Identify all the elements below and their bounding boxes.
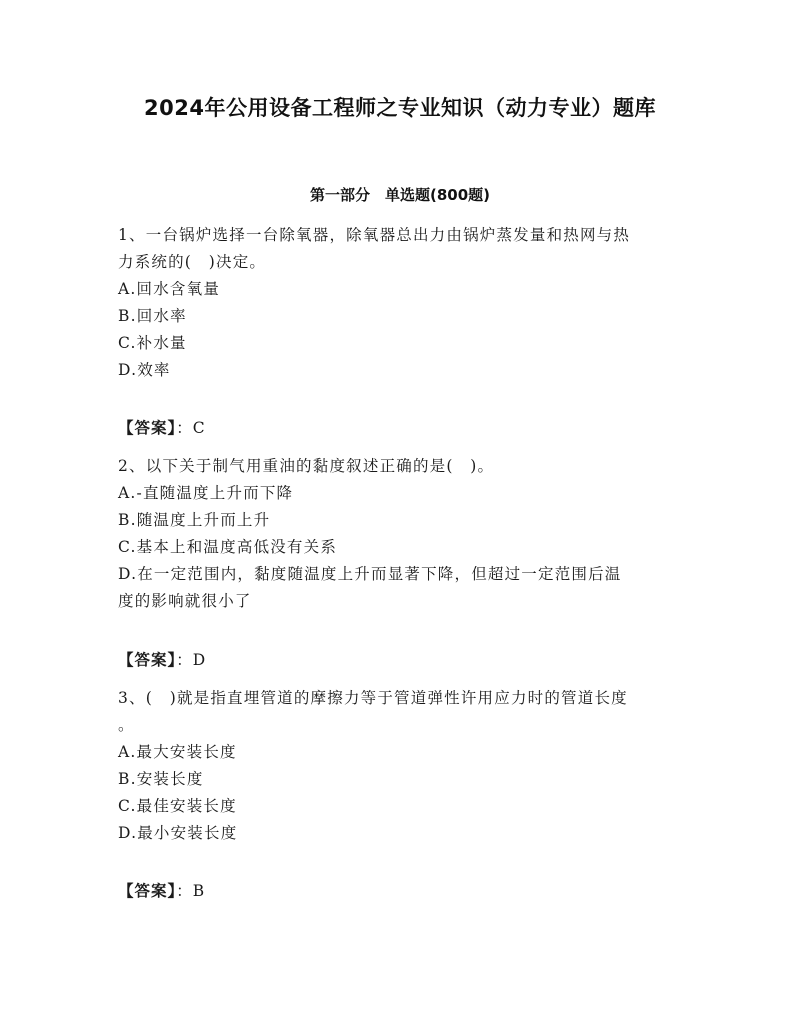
question-1-stem-line-2: 力系统的( )决定。 [118,253,267,271]
question-2-stem-line-1: 2、以下关于制气用重油的黏度叙述正确的是( )。 [118,457,495,475]
section-heading: 第一部分 单选题(800题) [309,186,491,204]
question-1-stem-line-1: 1、一台锅炉选择一台除氧器，除氧器总出力由锅炉蒸发量和热网与热 [118,226,631,244]
question-2-answer [118,648,206,670]
question-3-option-c: C.最佳安装长度 [118,797,237,815]
question-3-option-b: B.安装长度 [118,770,204,788]
question-3-option-d: D.最小安装长度 [118,824,238,842]
question-3 [118,685,686,847]
question-2-option-d-line-2: 度的影响就很小了 [118,592,252,610]
question-2 [118,453,686,615]
question-3-stem-line-1: 3、( )就是指直埋管道的摩擦力等于管道弹性许用应力时的管道长度 [118,689,628,707]
answer-label: 【答案】 [118,419,177,437]
question-1 [118,222,686,384]
question-1-option-c: C.补水量 [118,334,187,352]
answer-value: ：C [176,419,206,437]
question-2-option-c: C.基本上和温度高低没有关系 [118,538,338,556]
question-1-option-b: B.回水率 [118,307,187,325]
question-3-option-a: A.最大安装长度 [118,743,237,761]
answer-label: 【答案】 [118,651,177,669]
question-1-option-a: A.回水含氧量 [118,280,221,298]
answer-value: ：B [176,882,206,900]
document-title: 2024年公用设备工程师之专业知识（动力专业）题库 [144,96,656,120]
answer-value: ：D [176,651,207,669]
answer-label: 【答案】 [118,882,177,900]
question-1-option-d: D.效率 [118,361,171,379]
question-2-option-a: A.-直随温度上升而下降 [118,484,294,502]
question-2-option-d-line-1: D.在一定范围内，黏度随温度上升而显著下降，但超过一定范围后温 [118,565,622,583]
question-2-option-b: B.随温度上升而上升 [118,511,271,529]
question-1-answer [118,416,206,438]
question-3-stem-line-2: 。 [118,716,135,734]
question-3-answer [118,879,205,901]
